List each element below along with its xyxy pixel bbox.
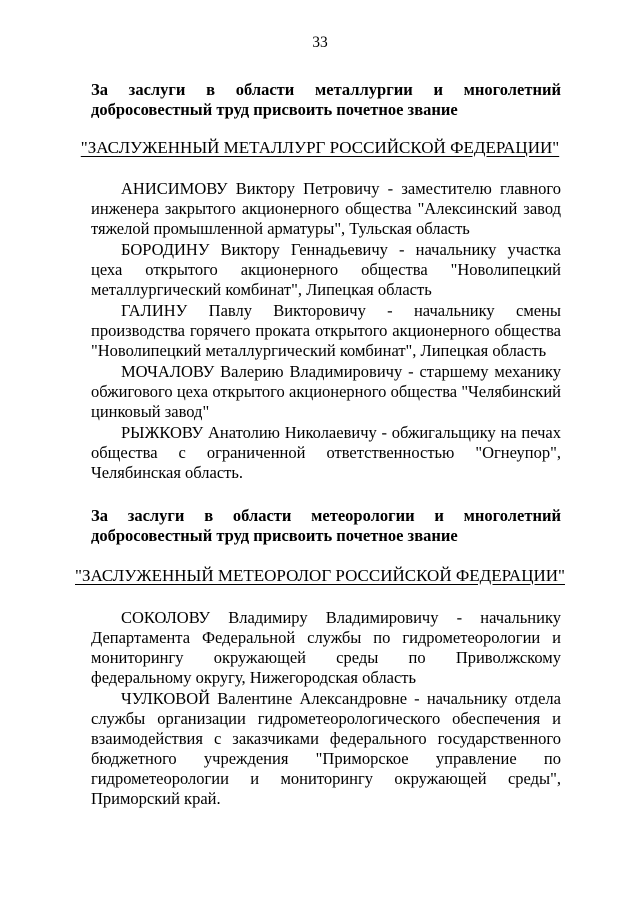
page-number: 33 (312, 34, 328, 51)
section-2-intro (91, 506, 561, 546)
section-1-intro (91, 80, 561, 120)
section-2-title: "ЗАСЛУЖЕННЫЙ МЕТЕОРОЛОГ РОССИЙСКОЙ ФЕДЕРАЦИИ" (75, 566, 565, 585)
award-entry: МОЧАЛОВУ Валерию Владимировичу - старшему механику обжигового цеха открытого акционерного общества "Челябинский цинковый завод" (91, 362, 561, 421)
award-entry: БОРОДИНУ Виктору Геннадьевичу - начальнику участка цеха открытого акционерного общества "Новолипецкий металлургический комбинат", Липецкая область (91, 240, 561, 299)
award-entry: АНИСИМОВУ Виктору Петровичу - заместителю главного инженера закрытого акционерного общества "Алексинский завод тяжелой промышленной арматуры", Тульская область (91, 179, 561, 238)
section-2-intro-line-1: За заслуги в области метеорологии и многолетний (91, 506, 561, 525)
award-entry: ГАЛИНУ Павлу Викторовичу - начальнику смены производства горячего проката открытого акционерного общества "Новолипецкий металлургический комбинат", Липецкая область (91, 301, 561, 360)
award-entry: СОКОЛОВУ Владимиру Владимировичу - начальнику Департамента Федеральной службы по гидрометеорологии и мониторингу окружающей среды по Приволжскому федеральному округу, Нижегородская область (91, 608, 561, 687)
section-2-intro-line-2: добросовестный труд присвоить почетное звание (91, 526, 458, 545)
award-entry: ЧУЛКОВОЙ Валентине Александровне - начальнику отдела службы организации гидрометеорологического обеспечения и взаимодействия с заказчиками федерального государственного бюджетного учреждения "Приморское управление по гидрометеорологии и мониторингу окружающей среды", Приморский край. (91, 689, 561, 808)
section-1-intro-line-1: За заслуги в области металлургии и многолетний (91, 80, 561, 99)
section-1-intro-line-2: добросовестный труд присвоить почетное звание (91, 100, 458, 119)
section-1-title: "ЗАСЛУЖЕННЫЙ МЕТАЛЛУРГ РОССИЙСКОЙ ФЕДЕРАЦИИ" (80, 138, 560, 157)
award-entry: РЫЖКОВУ Анатолию Николаевичу - обжигальщику на печах общества с ограниченной ответственностью "Огнеупор", Челябинская область. (91, 423, 561, 482)
